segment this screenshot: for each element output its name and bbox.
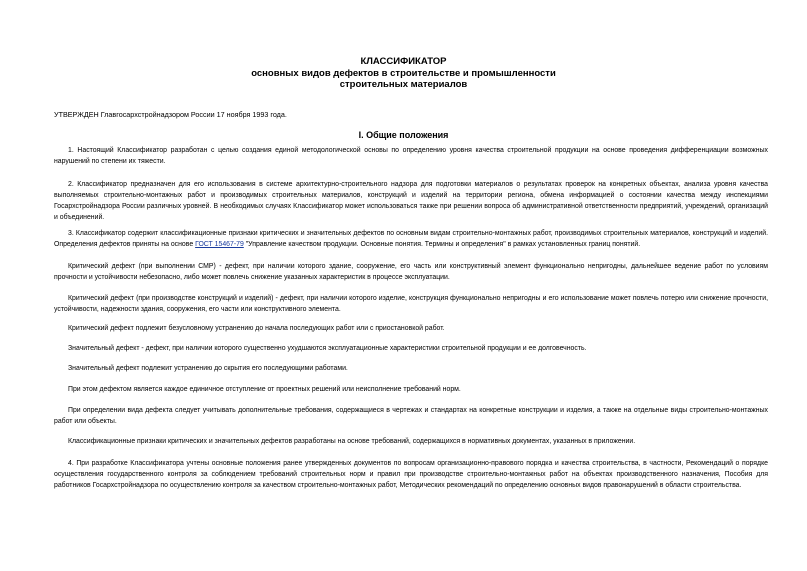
paragraph-4: Критический дефект (при выполнении СМР) - дефект, при наличии которого здание, сооружение, его часть или конструктивный элемент функционально непригодны, дальнейшее ведение работ по условиям прочности и устойчивости небезопасно, либо может повлечь снижение указанных характеристик в процессе эксплуатации. xyxy=(54,263,768,281)
paragraph-6: Критический дефект подлежит безусловному устранению до начала последующих работ или с приостановкой работ. xyxy=(68,325,445,332)
approval-note: УТВЕРЖДЕН Главгосархстройнадзором России 17 ноября 1993 года. xyxy=(54,110,287,119)
paragraph-5: Критический дефект (при производстве конструкций и изделий) - дефект, при наличии которого изделие, конструкция функционально непригодны и его использование может повлечь потерю или снижение прочности, устойчивости, надежности здания, сооружения, его части или конструктивного элемента. xyxy=(54,295,768,313)
title-line-2: основных видов дефектов в строительстве и промышленности xyxy=(251,67,556,79)
paragraph-1: 1. Настоящий Классификатор разработан с целью создания единой методологической основы по определению уровня качества строительной продукции на основе проведения дифференциации возможных нарушений по степени их тяжести. xyxy=(54,147,768,165)
paragraph-9: При этом дефектом является каждое единичное отступление от проектных решений или неисполнение требований норм. xyxy=(68,386,461,393)
paragraph-10: При определении вида дефекта следует учитывать дополнительные требования, содержащиеся в чертежах и стандартах на конкретные конструкции и изделия, а также на отдельные виды строительно-монтажных работ или объекты. xyxy=(54,407,768,425)
document-title xyxy=(0,56,807,91)
gost-link[interactable]: ГОСТ 15467-79 xyxy=(195,240,244,248)
paragraph-3-text-a: 3. Классификатор содержит классификационные признаки критических и значительных дефектов по основным видам строительно-монтажных работ, производимых строительных материалов, конструкций и изделий. Определения дефектов приняты на основе xyxy=(54,230,768,248)
title-line-3: строительных материалов xyxy=(339,79,468,90)
paragraph-7: Значительный дефект - дефект, при наличии которого существенно ухудшаются эксплуатационные характеристики строительной продукции и ее долговечность. xyxy=(68,345,587,352)
paragraph-3 xyxy=(54,229,768,251)
paragraph-12: 4. При разработке Классификатора учтены основные положения ранее утвержденных документов по вопросам организационно-правового порядка и качества строительства, в частности, Рекомендаций о порядке осуществления государственного контроля за соблюдением требований строительных норм и правил при производстве строительно-монтажных работ на объектах производственного назначения, Пособия для работников Госархстройнадзора по осуществлению контроля за качеством строительно-монтажных работ, Методических рекомендаций по определению основных видов правонарушений в области строительства. xyxy=(54,460,768,489)
paragraph-11: Классификационные признаки критических и значительных дефектов разработаны на основе требований, содержащихся в нормативных документах, указанных в приложении. xyxy=(68,438,636,445)
paragraph-3-text-b: "Управление качеством продукции. Основные понятия. Термины и определения" в рамках установленных границ понятий. xyxy=(243,240,641,248)
title-line-1: КЛАССИФИКАТОР xyxy=(360,56,447,67)
paragraph-2: 2. Классификатор предназначен для его использования в системе архитектурно-строительного надзора для подготовки материалов о результатах проверок на конкретных объектах, анализа уровня качества выполняемых строительно-монтажных работ и производимых строительных материалов, конструкций и изделий на территории региона, обмена информацией о состоянии качества между инспекциями Госархстройнадзора России различных уровней. В необходимых случаях Классификатор может использоваться также при решении вопроса об административной ответственности предприятий, учреждений, организаций и объединений. xyxy=(54,181,768,221)
paragraph-8: Значительный дефект подлежит устранению до скрытия его последующими работами. xyxy=(68,365,348,372)
section-heading: I. Общие положения xyxy=(358,130,449,140)
